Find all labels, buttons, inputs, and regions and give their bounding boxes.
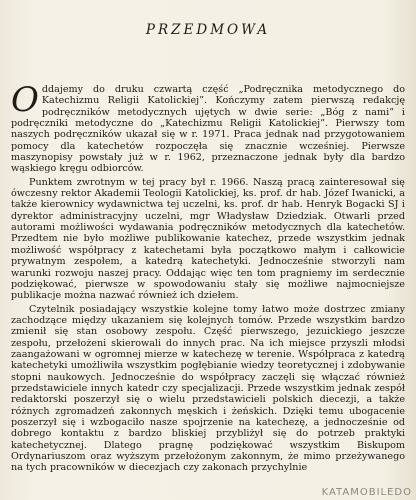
paragraph-3: Czytelnik posiadający wszystkie kolejne tomy łatwo może dostrzec zmiany zachodzące między ukazaniem się kolejnych tomów. Przede wszystkim bardzo zmienił się stan osobowy zespołu. Część pierwszego, jezuickiego jeszcze zespołu, przełożeni skierowali do innych prac. Na ich miejsce przyszli młodsi zaangażowani w ogromnej mierze w katechezę w terenie. Współpraca z katedrą katechetyki umożliwiła wszystkim pogłębianie wiedzy teoretycznej i zdobywanie stopni naukowych. Jednocześnie do współpracy zaczęli się włączać również przedstawiciele innych katedr czy specjalizacji. Przede wszystkim jednak zespół redaktorski poszerzył się o wielu przedstawicieli polskich diecezji, a także różnych zgromadzeń zakonnych męskich i żeńskich. Dzięki temu ubogacenie poszerzył się i wzbogaciło nasze spojrzenie na katechezę, a jednocześnie od dobrego kontaktu z bardzo bliskiej przybliżył się do potrzeb praktyki katechetycznej. Dlatego pragnę podziękować wszystkim Biskupom Ordynariuszom oraz wyższym przełożonym zakonnym, że mimo przeżywanego na tych pracowników w diecezjach czy zakonach przychylnie [11, 303, 405, 474]
paragraph-1 [11, 80, 405, 175]
body-text [11, 80, 405, 474]
paragraph-1-text: ddajemy do druku czwartą część „Podręcznika metodycznego do Katechizmu Religii Katolickiej”. Kończymy zatem pierwszą redakcję podręczników metodycznych ujętych w dwie serie: „Bóg z nami” i podręczniki metodyczne do „Katechizmu Religii Katolickiej”. Pierwszy tom naszych podręczników ukazał się w r. 1971. Praca jednak nad przygotowaniem pomocy dla katechetów rozpoczęła się znacznie wcześniej. Pierwsze maszynopisy powstały już w r. 1962, przeznaczone jednak były dla bardzo wąskiego kręgu odbiorców. [11, 84, 405, 175]
watermark: KATAMOBILEDO [321, 487, 412, 498]
drop-cap: O [11, 80, 39, 120]
page-title: PRZEDMOWA [145, 22, 271, 38]
paragraph-2: Punktem zwrotnym w tej pracy był r. 1966. Naszą pracą zainteresował się ówczesny rektor Akademii Teologii Katolickiej, ks. prof. dr hab. Józef Iwanicki, a także kierownicy wydawnictwa tej uczelni, ks. prof. dr hab. Henryk Bogacki SJ i dyrektor administracyjny uczelni, mgr Władysław Dziedziak. Otwarli przed autorami możliwości wydawania podręczników metodycznych dla katechetów. Przedtem nie było możliwe publikowanie katechez, przede wszystkim jednak możliwość współpracy z katechetami była początkowo małym i całkowicie prywatnym zespołem, a katedrą katechetyki. Jednocześnie stworzyli nam warunki rozwoju naszej pracy. Oddając więc ten tom pragniemy im serdecznie podziękować, pierwsze w spowodowaniu stały się możliwe najmocniejsze publikacje można nazwać również ich dziełem. [11, 176, 405, 302]
